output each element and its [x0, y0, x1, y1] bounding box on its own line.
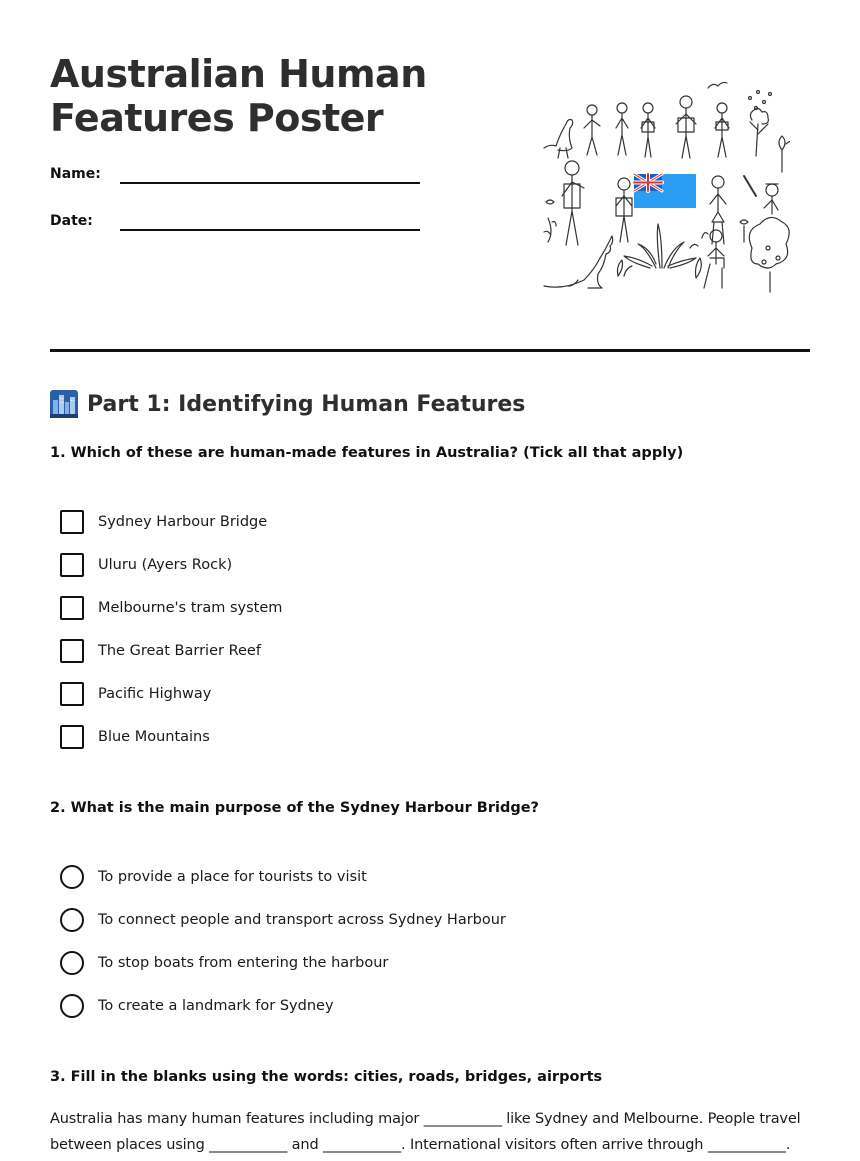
radio-button[interactable]	[60, 994, 84, 1018]
part1-title: Part 1: Identifying Human Features	[87, 391, 526, 417]
page-title: Australian Human Features Poster	[50, 52, 427, 140]
part1-heading	[50, 388, 525, 420]
checkbox[interactable]	[60, 553, 84, 577]
name-input-line[interactable]	[120, 182, 420, 184]
question-1: 1. Which of these are human-made features in Australia? (Tick all that apply)	[50, 445, 684, 461]
checkbox[interactable]	[60, 682, 84, 706]
option-label: To connect people and transport across Sydney Harbour	[98, 912, 506, 928]
australian-flag	[634, 174, 696, 208]
q2-option-3[interactable]	[60, 950, 388, 976]
cityscape-icon	[50, 390, 78, 418]
q1-option-1[interactable]	[60, 509, 267, 535]
option-label: To create a landmark for Sydney	[98, 998, 334, 1014]
option-label: Melbourne's tram system	[98, 600, 283, 616]
australia-people-flag-illustration	[538, 72, 790, 298]
date-input-line[interactable]	[120, 229, 420, 231]
radio-button[interactable]	[60, 865, 84, 889]
checkbox[interactable]	[60, 639, 84, 663]
header-divider	[50, 349, 810, 352]
option-label: Pacific Highway	[98, 686, 212, 702]
option-label: Blue Mountains	[98, 729, 210, 745]
fill-in-blanks-text: Australia has many human features including major ___________ like Sydney and Melbourne. People travel between places using ___________ and ___________. International visitors often arrive through ___________.	[50, 1111, 801, 1153]
q1-option-5[interactable]	[60, 681, 211, 707]
radio-button[interactable]	[60, 908, 84, 932]
name-field	[50, 166, 420, 190]
q2-option-1[interactable]	[60, 864, 367, 890]
checkbox[interactable]	[60, 510, 84, 534]
option-label: The Great Barrier Reef	[98, 643, 261, 659]
option-label: Sydney Harbour Bridge	[98, 514, 268, 530]
q1-option-6[interactable]	[60, 724, 210, 750]
question-3: 3. Fill in the blanks using the words: cities, roads, bridges, airports	[50, 1069, 603, 1085]
q1-option-3[interactable]	[60, 595, 282, 621]
worksheet-page	[50, 0, 810, 1161]
q2-option-2[interactable]	[60, 907, 506, 933]
radio-button[interactable]	[60, 951, 84, 975]
option-label: To provide a place for tourists to visit	[98, 869, 367, 885]
q1-option-2[interactable]	[60, 552, 232, 578]
checkbox[interactable]	[60, 725, 84, 749]
q1-option-4[interactable]	[60, 638, 261, 664]
option-label: Uluru (Ayers Rock)	[98, 557, 233, 573]
date-field	[50, 213, 420, 237]
option-label: To stop boats from entering the harbour	[98, 955, 389, 971]
date-label: Date:	[50, 213, 93, 229]
name-label: Name:	[50, 166, 101, 182]
checkbox[interactable]	[60, 596, 84, 620]
q2-option-4[interactable]	[60, 993, 334, 1019]
question-2: 2. What is the main purpose of the Sydney Harbour Bridge?	[50, 800, 539, 816]
